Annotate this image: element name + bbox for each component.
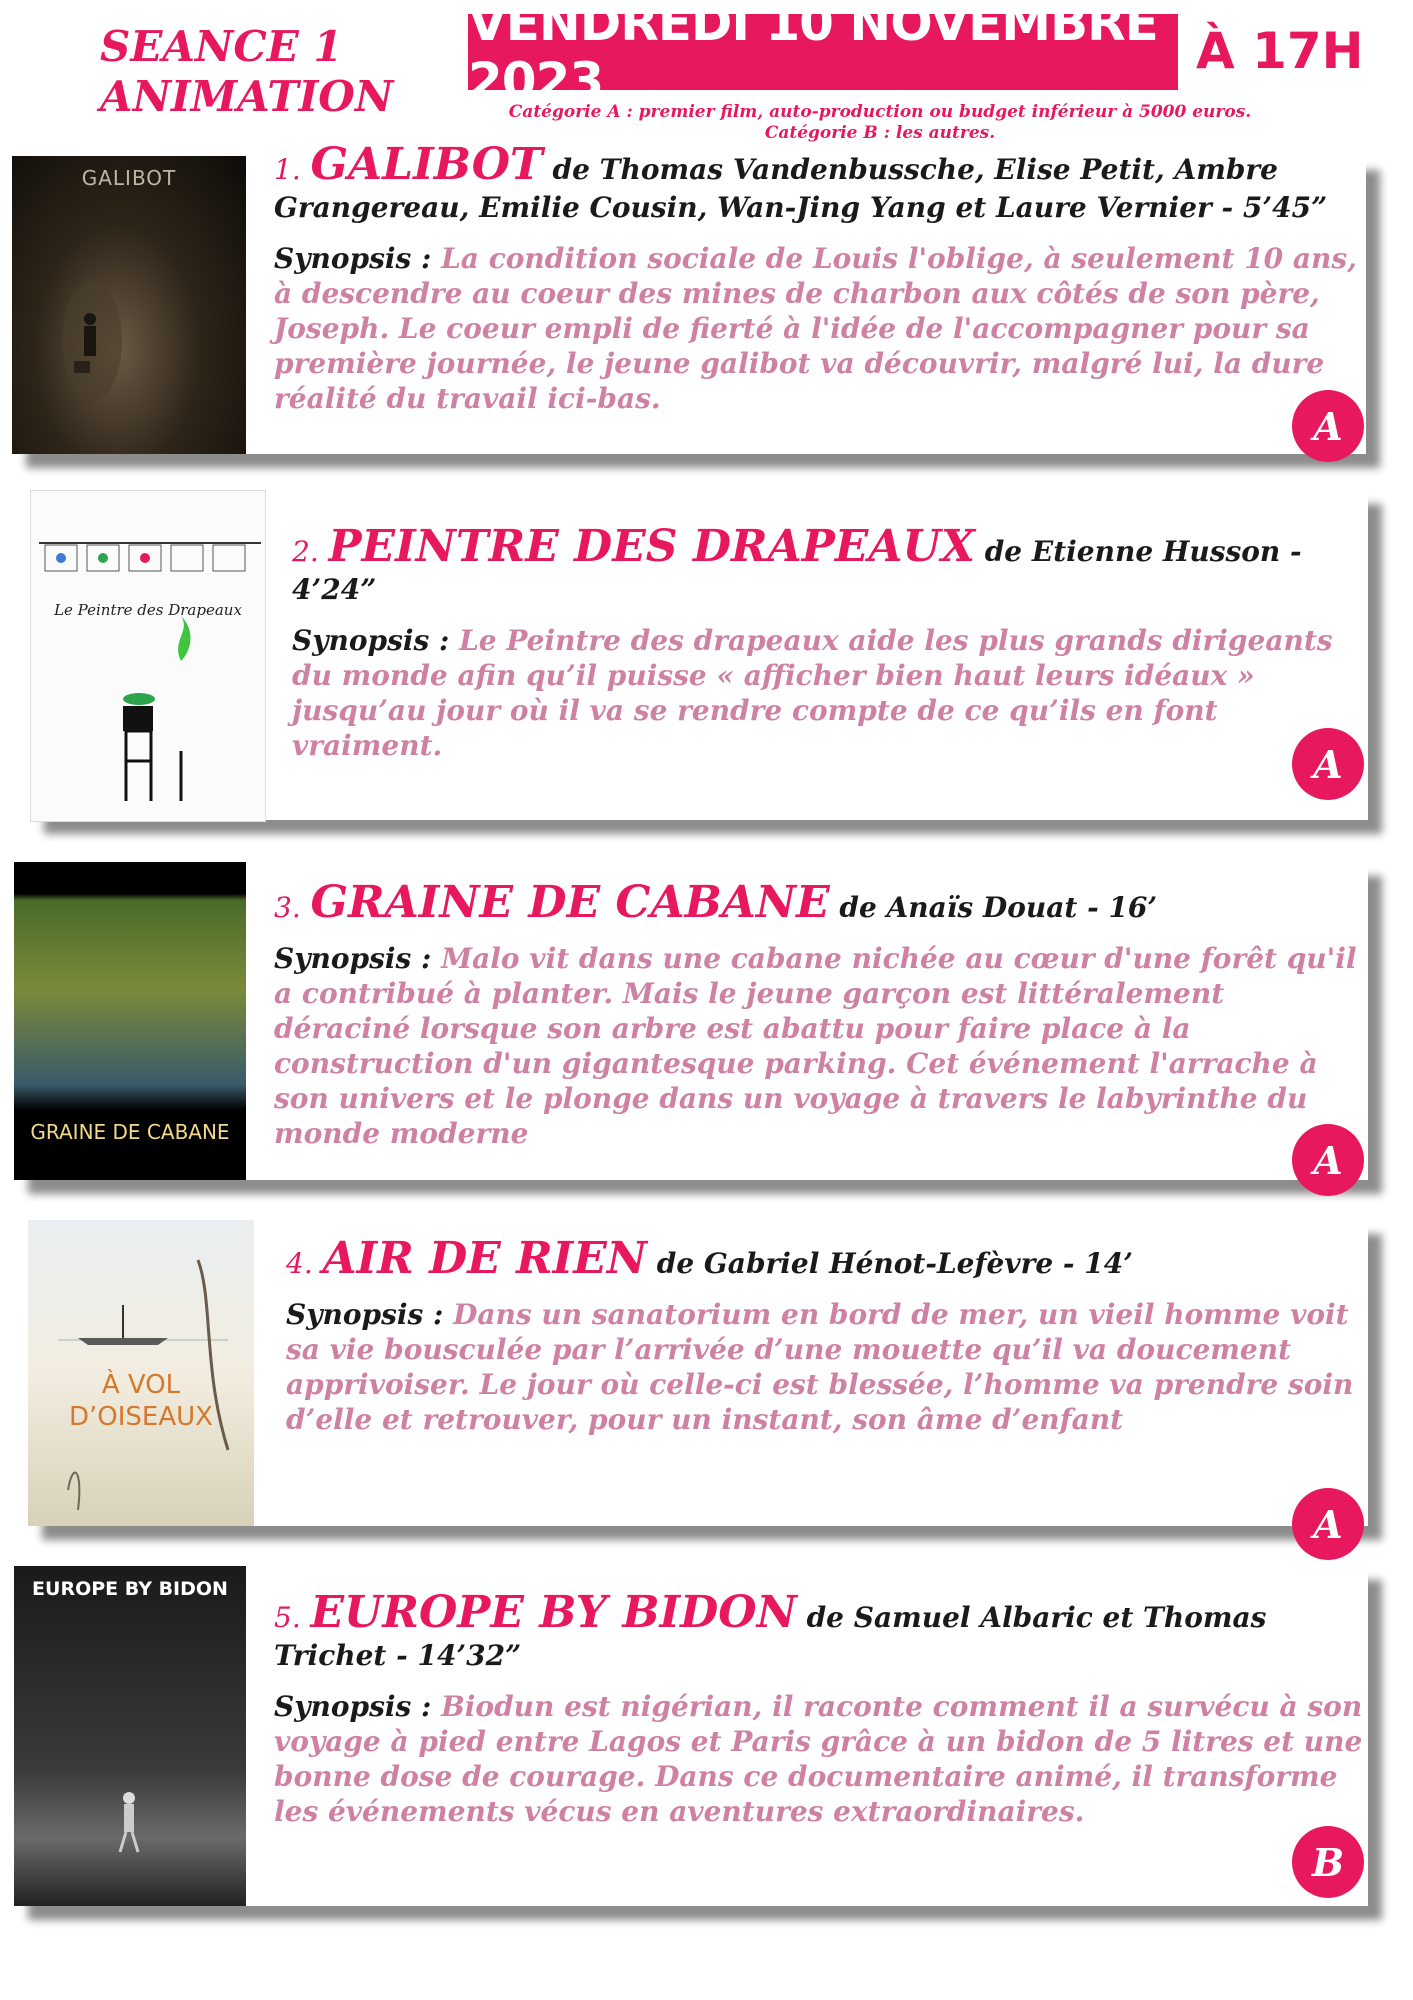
miner-figure-icon <box>12 156 246 454</box>
film-credits: de Gabriel Hénot-Lefèvre - 14’ <box>647 1247 1133 1280</box>
film-synopsis-1 <box>274 241 1364 416</box>
film-credits: de Anaïs Douat - 16’ <box>829 891 1158 924</box>
synopsis-label: Synopsis : <box>274 1690 442 1723</box>
film-title: AIR DE RIEN <box>322 1233 647 1284</box>
film-content-5 <box>274 1587 1368 1829</box>
film-credits: de Samuel Albaric et Thomas Trichet - 14’32” <box>274 1601 1267 1672</box>
categories-note: Catégorie A : premier film, auto-production ou budget inférieur à 5000 euros. Catégorie B : les autres. <box>508 102 1252 143</box>
synopsis-text: La condition sociale de Louis l'oblige, à seulement 10 ans, à descendre au coeur des mines de charbon aux côtés de son père, Joseph. Le coeur empli de fierté à l'idée de l'accompagner pour sa première journée, le jeune galibot va découvrir, malgré lui, la dure réalité du travail ici-bas. <box>274 242 1357 415</box>
poster-air-title-1: À VOL <box>101 1370 181 1400</box>
film-title: GALIBOT <box>310 139 543 190</box>
poster-air-de-rien <box>28 1220 254 1526</box>
film-title: EUROPE BY BIDON <box>310 1587 797 1638</box>
film-number: 1. <box>274 153 301 186</box>
synopsis-text: Biodun est nigérian, il raconte comment il a survécu à son voyage à pied entre Lagos et Paris grâce à un bidon de 5 litres et une bonne dose de courage. Dans ce documentaire animé, il transforme les événements vécus en aventures extraordinaires. <box>274 1690 1363 1828</box>
synopsis-label: Synopsis : <box>286 1298 454 1331</box>
walker-figure-icon <box>14 1566 246 1906</box>
synopsis-label: Synopsis : <box>274 942 442 975</box>
film-synopsis-4 <box>286 1297 1368 1437</box>
poster-graine <box>14 862 246 1180</box>
poster-galibot-title: GALIBOT <box>81 166 177 190</box>
film-content-2 <box>292 521 1372 763</box>
film-title: GRAINE DE CABANE <box>310 877 830 928</box>
film-synopsis-5 <box>274 1689 1368 1829</box>
film-title-line-1 <box>274 139 1364 227</box>
synopsis-label: Synopsis : <box>292 624 460 657</box>
poster-peintre <box>30 490 266 822</box>
film-title: PEINTRE DES DRAPEAUX <box>328 521 975 572</box>
category-badge-3: A <box>1292 1124 1364 1196</box>
poster-peintre-title: Le Peintre des Drapeaux <box>54 601 242 619</box>
film-number: 4. <box>286 1247 313 1280</box>
film-title-line-5 <box>274 1587 1368 1675</box>
poster-europe-title: EUROPE BY BIDON <box>32 1578 228 1600</box>
film-content-4 <box>286 1233 1368 1437</box>
poster-galibot <box>12 156 246 454</box>
film-title-line-3 <box>274 877 1368 928</box>
seance-line-1: SEANCE 1 <box>100 22 343 71</box>
synopsis-text: Malo vit dans une cabane nichée au cœur d'une forêt qu'il a contribué à planter. Mais le jeune garçon est littéralement déraciné lorsque son arbre est abattu pour faire place à la construction d'un gigantesque parking. Cet événement l'arrache à son univers et le plonge dans un voyage à travers le labyrinthe du monde moderne <box>274 942 1357 1150</box>
synopsis-text: Dans un sanatorium en bord de mer, un vieil homme voit sa vie bousculée par l’arrivée d’une mouette qu’il va doucement apprivoiser. Le jour où celle-ci est blessée, l’homme va prendre soin d’elle et retrouver, pour un instant, son âme d’enfant <box>286 1298 1354 1436</box>
flag-line-icon <box>31 491 265 821</box>
poster-air-title-2: D’OISEAUX <box>69 1402 213 1432</box>
film-number: 3. <box>274 891 301 924</box>
category-badge-5: B <box>1292 1826 1364 1898</box>
film-title-line-2 <box>292 521 1372 609</box>
film-credits: de Thomas Vandenbussche, Elise Petit, Ambre Grangereau, Emilie Cousin, Wan-Jing Yang et Laure Vernier - 5’45” <box>274 153 1328 224</box>
category-badge-4: A <box>1292 1488 1364 1560</box>
time-label: À 17H <box>1196 22 1364 80</box>
film-number: 5. <box>274 1601 301 1634</box>
seance-line-2: ANIMATION <box>100 72 394 121</box>
synopsis-label: Synopsis : <box>274 242 442 275</box>
film-content-3 <box>274 877 1368 1151</box>
film-synopsis-3 <box>274 941 1368 1151</box>
category-badge-2: A <box>1292 728 1364 800</box>
film-credits: de Etienne Husson - 4’24” <box>292 535 1302 606</box>
film-title-line-4 <box>286 1233 1368 1284</box>
category-badge-1: A <box>1292 390 1364 462</box>
seance-title <box>100 22 393 122</box>
film-content-1 <box>274 139 1364 416</box>
date-banner: VENDREDI 10 NOVEMBRE 2023 <box>468 14 1178 90</box>
synopsis-text: Le Peintre des drapeaux aide les plus grands dirigeants du monde afin qu’il puisse « afficher bien haut leurs idéaux » jusqu’au jour où il va se rendre compte de ce qu’ils en font vraiment. <box>292 624 1333 762</box>
poster-graine-title: GRAINE DE CABANE <box>30 1120 230 1144</box>
film-number: 2. <box>292 535 319 568</box>
film-synopsis-2 <box>292 623 1372 763</box>
poster-europe-bidon <box>14 1566 246 1906</box>
